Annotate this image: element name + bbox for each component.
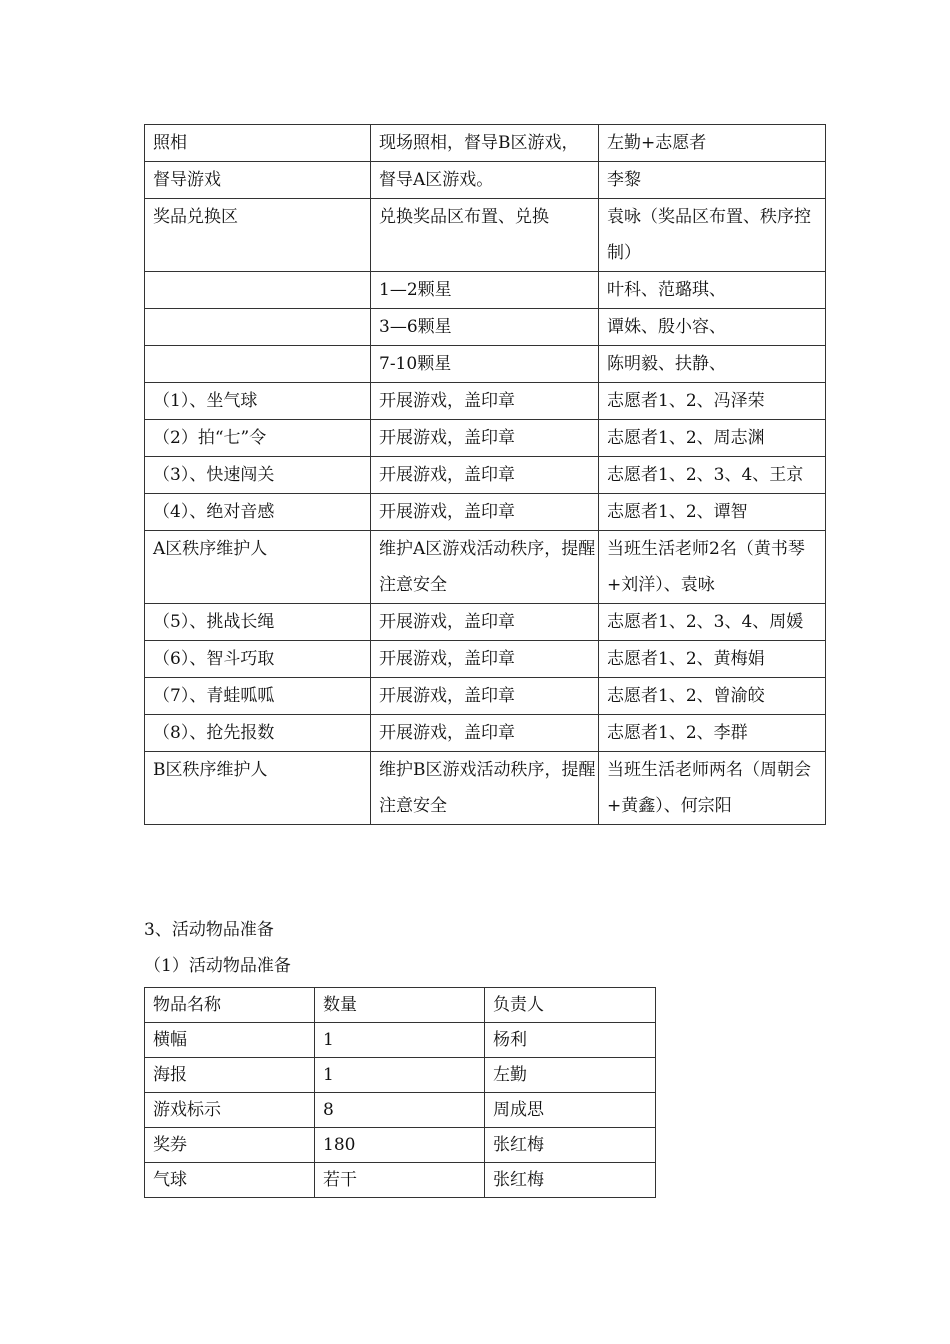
table-row: [145, 383, 826, 420]
table-row: [145, 1093, 656, 1128]
table-row: [145, 199, 826, 272]
item-qty-cell: 1: [315, 1058, 485, 1093]
task-cell: 开展游戏，盖印章: [371, 494, 599, 531]
table-row: [145, 641, 826, 678]
supplies-table: [144, 987, 656, 1198]
item-owner-cell: 张红梅: [485, 1163, 656, 1198]
task-cell: 兑换奖品区布置、兑换: [371, 199, 599, 272]
task-cell: 开展游戏，盖印章: [371, 420, 599, 457]
person-cell: 李黎: [599, 162, 826, 199]
staff-table-body: [145, 125, 826, 825]
person-cell: 志愿者1、2、曾渝皎: [599, 678, 826, 715]
table-row: [145, 346, 826, 383]
table-row: [145, 272, 826, 309]
task-cell: 开展游戏，盖印章: [371, 383, 599, 420]
table-row: [145, 125, 826, 162]
table-row: [145, 309, 826, 346]
table-row: [145, 162, 826, 199]
role-cell: （8）、抢先报数: [145, 715, 371, 752]
table-row: [145, 1058, 656, 1093]
role-cell: （5）、挑战长绳: [145, 604, 371, 641]
item-owner-cell: 杨利: [485, 1023, 656, 1058]
item-qty-cell: 8: [315, 1093, 485, 1128]
table-row: [145, 604, 826, 641]
task-cell: 维护B区游戏活动秩序，提醒注意安全: [371, 752, 599, 825]
task-cell: 开展游戏，盖印章: [371, 604, 599, 641]
table-row: [145, 1023, 656, 1058]
table-row: [145, 531, 826, 604]
table-row: [145, 678, 826, 715]
person-cell: 志愿者1、2、3、4、周媛: [599, 604, 826, 641]
table-row: [145, 1128, 656, 1163]
item-name-cell: 奖券: [145, 1128, 315, 1163]
person-cell: 志愿者1、2、3、4、王京: [599, 457, 826, 494]
task-cell: 3—6颗星: [371, 309, 599, 346]
role-cell: 督导游戏: [145, 162, 371, 199]
task-cell: 督导A区游戏。: [371, 162, 599, 199]
role-cell: 奖品兑换区: [145, 199, 371, 272]
task-cell: 开展游戏，盖印章: [371, 678, 599, 715]
task-cell: 开展游戏，盖印章: [371, 715, 599, 752]
role-cell: [145, 309, 371, 346]
table-row: [145, 494, 826, 531]
table-row: [145, 420, 826, 457]
role-cell: B区秩序维护人: [145, 752, 371, 825]
task-cell: 开展游戏，盖印章: [371, 641, 599, 678]
header-cell-qty: 数量: [315, 988, 485, 1023]
person-cell: 志愿者1、2、冯泽荣: [599, 383, 826, 420]
item-name-cell: 横幅: [145, 1023, 315, 1058]
task-cell: 7-10颗星: [371, 346, 599, 383]
task-cell: 维护A区游戏活动秩序，提醒注意安全: [371, 531, 599, 604]
item-qty-cell: 1: [315, 1023, 485, 1058]
person-cell: 陈明毅、扶静、: [599, 346, 826, 383]
role-cell: （3）、快速闯关: [145, 457, 371, 494]
role-cell: （7）、青蛙呱呱: [145, 678, 371, 715]
item-owner-cell: 周成思: [485, 1093, 656, 1128]
person-cell: 志愿者1、2、谭智: [599, 494, 826, 531]
person-cell: 志愿者1、2、李群: [599, 715, 826, 752]
header-cell-owner: 负责人: [485, 988, 656, 1023]
sub-heading: （1）活动物品准备: [144, 956, 291, 976]
staff-assignment-table: [144, 124, 826, 825]
item-name-cell: 游戏标示: [145, 1093, 315, 1128]
item-qty-cell: 若干: [315, 1163, 485, 1198]
person-cell: 谭姝、殷小容、: [599, 309, 826, 346]
table-row: [145, 457, 826, 494]
task-cell: 现场照相，督导B区游戏，: [371, 125, 599, 162]
section-heading: 3、活动物品准备: [144, 920, 274, 940]
person-cell: 志愿者1、2、周志渊: [599, 420, 826, 457]
role-cell: 照相: [145, 125, 371, 162]
person-cell: 当班生活老师两名（周朝会+黄鑫）、何宗阳: [599, 752, 826, 825]
item-name-cell: 海报: [145, 1058, 315, 1093]
role-cell: [145, 272, 371, 309]
role-cell: A区秩序维护人: [145, 531, 371, 604]
task-cell: 开展游戏，盖印章: [371, 457, 599, 494]
role-cell: （6）、智斗巧取: [145, 641, 371, 678]
supplies-table-body: [145, 1023, 656, 1198]
role-cell: （4）、绝对音感: [145, 494, 371, 531]
table-row: [145, 715, 826, 752]
supplies-header-row: [145, 988, 656, 1023]
table-row: [145, 1163, 656, 1198]
role-cell: （2）拍“七”令: [145, 420, 371, 457]
person-cell: 袁咏（奖品区布置、秩序控制）: [599, 199, 826, 272]
table-row: [145, 752, 826, 825]
person-cell: 左勤+志愿者: [599, 125, 826, 162]
task-cell: 1—2颗星: [371, 272, 599, 309]
role-cell: （1）、坐气球: [145, 383, 371, 420]
item-owner-cell: 左勤: [485, 1058, 656, 1093]
person-cell: 当班生活老师2名（黄书琴+刘洋）、袁咏: [599, 531, 826, 604]
person-cell: 志愿者1、2、黄梅娟: [599, 641, 826, 678]
person-cell: 叶科、范璐琪、: [599, 272, 826, 309]
header-cell-name: 物品名称: [145, 988, 315, 1023]
role-cell: [145, 346, 371, 383]
item-name-cell: 气球: [145, 1163, 315, 1198]
item-owner-cell: 张红梅: [485, 1128, 656, 1163]
item-qty-cell: 180: [315, 1128, 485, 1163]
